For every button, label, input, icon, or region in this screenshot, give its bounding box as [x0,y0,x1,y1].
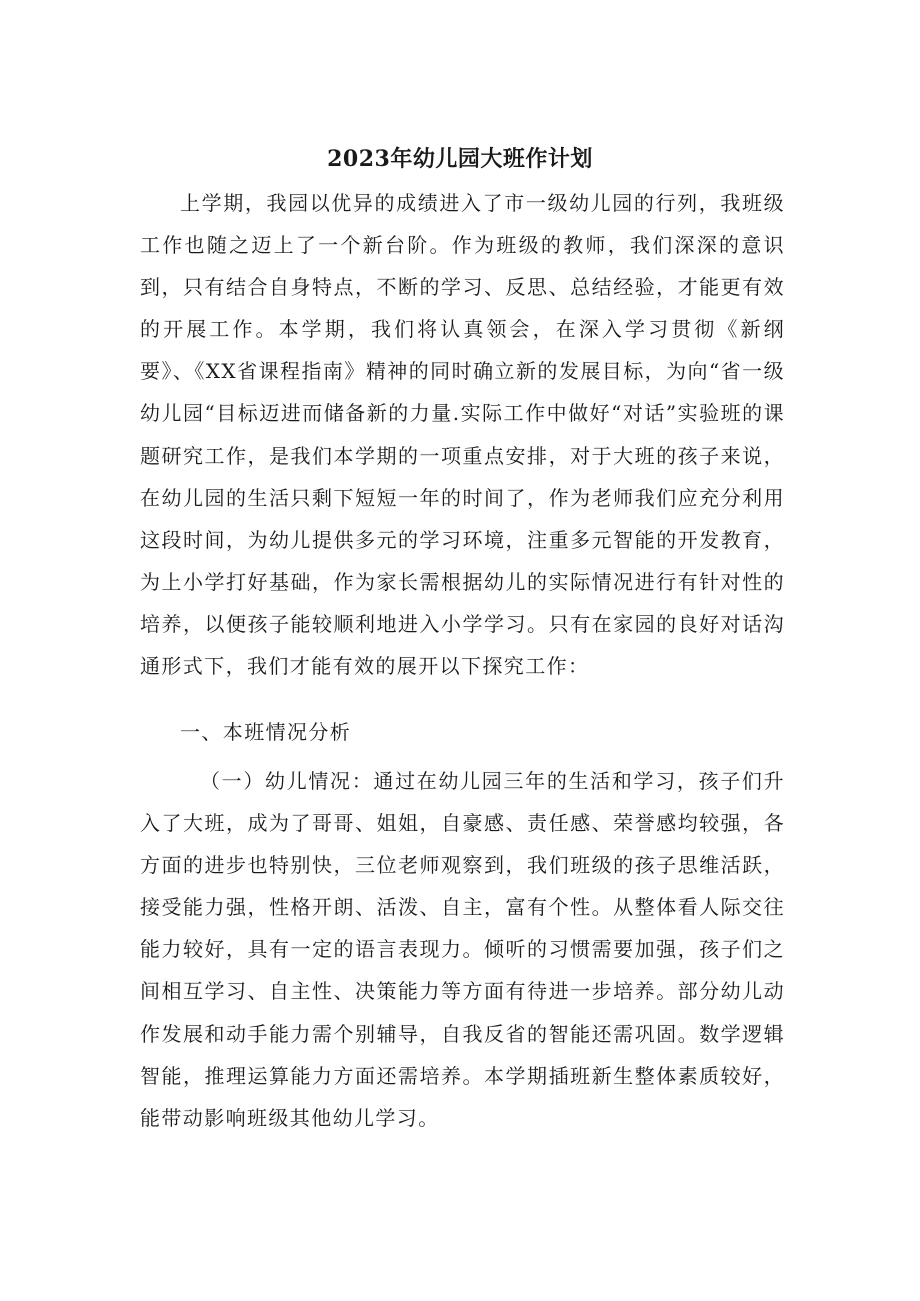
intro-paragraph: 上学期，我园以优异的成绩进入了市一级幼儿园的行列，我班级工作也随之迈上了一个新台阶。作为班级的教师，我们深深的意识到，只有结合自身特点，不断的学习、反思、总结经验，才能更有效的开展工作。本学期，我们将认真领会，在深入学习贯彻《新纲要》、《XX省课程指南》精神的同时确立新的发展目标，为向“省一级幼儿园“目标迈进而储备新的力量.实际工作中做好“对话”实验班的课题研究工作，是我们本学期的一项重点安排，对于大班的孩子来说，在幼儿园的生活只剩下短短一年的时间了，作为老师我们应充分利用这段时间，为幼儿提供多元的学习环境，注重多元智能的开发教育，为上小学打好基础，作为家长需根据幼儿的实际情况进行有针对性的培养，以便孩子能较顺利地进入小学学习。只有在家园的良好对话沟通形式下，我们才能有效的展开以下探究工作： [140,191,785,679]
children-situation-paragraph: （一）幼儿情况：通过在幼儿园三年的生活和学习，孩子们升入了大班，成为了哥哥、姐姐，自豪感、责任感、荣誉感均较强，各方面的进步也特别快，三位老师观察到，我们班级的孩子思维活跃，接受能力强，性格开朗、活泼、自主，富有个性。从整体看人际交往能力较好，具有一定的语言表现力。倾听的习惯需要加强，孩子们之间相互学习、自主性、决策能力等方面有待进一步培养。部分幼儿动作发展和动手能力需个别辅导，自我反省的智能还需巩固。数学逻辑智能，推理运算能力方面还需培养。本学期插班新生整体素质较好，能带动影响班级其他幼儿学习。 [140,769,785,1130]
document-title: 2023年幼儿园大班作计划 [327,146,593,172]
section-heading: 一、本班情况分析 [180,720,352,744]
